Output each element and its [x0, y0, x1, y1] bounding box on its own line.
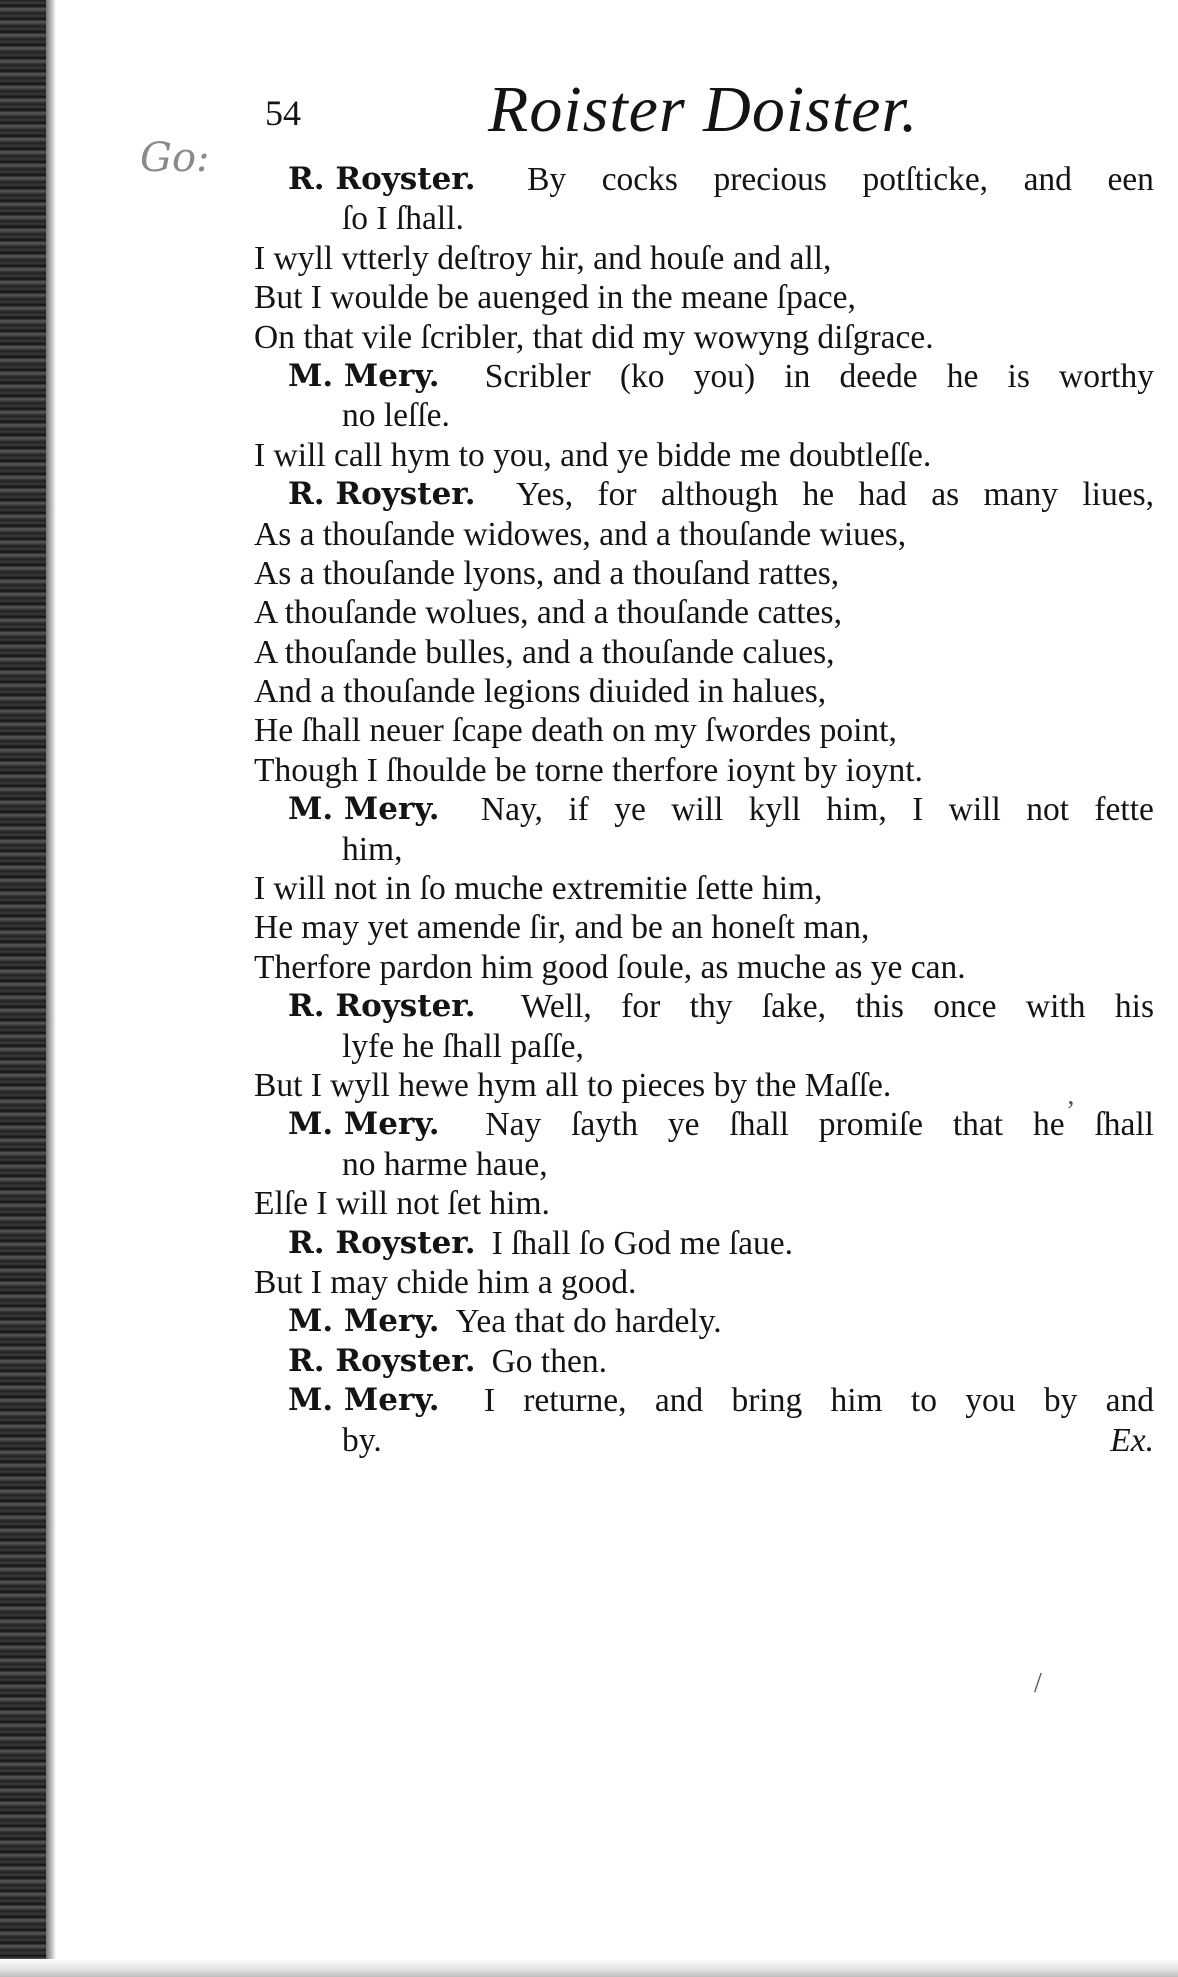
- speech-line: [254, 1224, 1154, 1263]
- speech-word: him: [830, 1382, 883, 1420]
- speech-word: potſticke,: [862, 161, 989, 198]
- speech-word: as: [931, 476, 960, 514]
- speaker-name: M. Mery.: [288, 357, 440, 394]
- speech-word: I: [912, 791, 924, 829]
- speech-word: him,: [826, 791, 887, 829]
- speech-word: (ko: [619, 357, 665, 395]
- speaker-name: R. Royster.: [288, 988, 476, 1025]
- speech-word: is: [1007, 357, 1030, 395]
- speech-word: bring: [731, 1382, 803, 1420]
- speech-word: fette: [1094, 791, 1154, 829]
- speech-text: I ſhall ſo God me ſaue.: [491, 1224, 793, 1262]
- verse-line: Therfore pardon him good ſoule, as muche as ye can.: [254, 948, 966, 986]
- verse-line: A thouſande wolues, and a thouſande cattes,: [254, 594, 842, 632]
- speech-word: Scribler: [484, 357, 591, 395]
- verse-line: But I may chide him a good.: [254, 1263, 637, 1301]
- speech-word: ſhall: [1094, 1106, 1154, 1144]
- speech-word: and: [654, 1382, 704, 1420]
- speech-line: [254, 790, 1154, 829]
- speech-line: [254, 475, 1154, 514]
- speech-word: By: [527, 161, 567, 198]
- speech-line: [254, 1302, 1154, 1341]
- book-spine-shadow: [0, 0, 46, 1977]
- speech-word: he: [802, 476, 835, 514]
- verse-line: As a thouſande widowes, and a thouſande wiues,: [254, 515, 907, 553]
- speech-word: ſhall: [729, 1106, 789, 1144]
- verse-line: As a thouſande lyons, and a thouſand rattes,: [254, 554, 840, 592]
- speech-line: [254, 357, 1154, 396]
- speech-word: promiſe: [818, 1106, 923, 1144]
- speech-word: kyll: [748, 791, 801, 829]
- page-bottom-edge: [0, 1959, 1178, 1977]
- speech-word: deede: [839, 357, 918, 395]
- speech-word: once: [933, 988, 997, 1026]
- speech-word: een: [1107, 161, 1154, 198]
- speech-word: ye: [667, 1106, 700, 1144]
- speech-word: if: [568, 791, 589, 829]
- speech-word: had: [858, 476, 907, 514]
- speech-word: ſake,: [761, 988, 827, 1026]
- verse-line: I will not in ſo muche extremitie ſette him,: [254, 870, 823, 908]
- continuation-line: no harme haue,: [342, 1145, 548, 1183]
- margin-annotation: Go:: [140, 135, 210, 181]
- speech-word: in: [784, 357, 811, 395]
- speech-word: many: [983, 476, 1058, 514]
- speech-word: for: [597, 476, 637, 514]
- verse-line: I wyll vtterly deſtroy hir, and houſe and all,: [254, 239, 832, 277]
- continuation-line: no leſſe.: [342, 397, 450, 435]
- speech-word: Nay: [485, 1106, 542, 1144]
- speech-word: ſayth: [571, 1106, 639, 1144]
- ink-speck: /: [1034, 1668, 1042, 1699]
- speech-word: liues,: [1082, 476, 1154, 514]
- speech-word: Yes,: [515, 476, 574, 514]
- speech-word: and: [1105, 1382, 1154, 1420]
- final-line: [254, 1421, 1154, 1460]
- speech-text: Go then.: [491, 1342, 607, 1380]
- speech-word: his: [1114, 988, 1154, 1026]
- speaker-name: R. Royster.: [288, 161, 476, 197]
- speech-word: he: [1032, 1106, 1065, 1144]
- speech-word: will: [948, 791, 1001, 829]
- speech-line: [254, 1381, 1154, 1420]
- play-text: [254, 160, 1154, 1460]
- speaker-name: M. Mery.: [288, 791, 440, 828]
- speech-word: that: [952, 1106, 1004, 1144]
- speech-word: Well,: [520, 988, 592, 1026]
- verse-line: He ſhall neuer ſcape death on my ſwordes point,: [254, 712, 897, 750]
- speaker-name: R. Royster.: [288, 476, 476, 513]
- continuation-line: ſo I ſhall.: [342, 200, 464, 238]
- running-head: Roister Doister.: [488, 73, 919, 146]
- speech-word: this: [855, 988, 904, 1026]
- continuation-line: lyfe he ſhall paſſe,: [342, 1027, 584, 1065]
- speech-word: ye: [614, 791, 646, 829]
- verse-line: And a thouſande legions diuided in halues,: [254, 673, 827, 711]
- verse-line: He may yet amende ſir, and be an honeſt man,: [254, 909, 870, 947]
- speech-word: you): [693, 357, 756, 395]
- speech-word: precious: [713, 161, 827, 198]
- speaker-name: R. Royster.: [288, 1342, 476, 1379]
- speech-line: [254, 987, 1154, 1026]
- gutter-shadow: [46, 0, 56, 1977]
- speech-word: worthy: [1059, 357, 1154, 395]
- speech-line: [254, 160, 1154, 199]
- verse-line: Elſe I will not ſet him.: [254, 1185, 550, 1223]
- page-number: 54: [265, 93, 301, 133]
- verse-line: A thouſande bulles, and a thouſande calues,: [254, 633, 835, 671]
- verse-line: I will call hym to you, and ye bidde me doubtleſſe.: [254, 436, 932, 474]
- speech-word: you: [965, 1382, 1016, 1420]
- stage-direction: Ex.: [1110, 1421, 1154, 1459]
- verse-line: But I wyll hewe hym all to pieces by the Maſſe.: [254, 1066, 892, 1104]
- speech-word: with: [1025, 988, 1086, 1026]
- speech-word: thy: [689, 988, 733, 1026]
- speech-word: not: [1026, 791, 1069, 829]
- speech-word: although: [660, 476, 779, 514]
- speech-word: returne,: [523, 1382, 627, 1420]
- speech-word: I: [483, 1382, 495, 1420]
- continuation-line: him,: [342, 830, 403, 868]
- ink-speck: ʼ: [1066, 1096, 1076, 1127]
- speech-line: [254, 1105, 1154, 1144]
- speaker-name: R. Royster.: [288, 1224, 476, 1261]
- speaker-name: M. Mery.: [288, 1303, 440, 1340]
- speech-word: to: [910, 1382, 937, 1420]
- speech-word: will: [671, 791, 724, 829]
- speaker-name: M. Mery.: [288, 1382, 440, 1419]
- verse-line: Though I ſhoulde be torne therfore ioynt by ioynt.: [254, 751, 923, 789]
- continuation-text: by.: [342, 1421, 382, 1459]
- speech-word: for: [621, 988, 661, 1026]
- speech-word: cocks: [601, 161, 678, 198]
- speech-word: he: [946, 357, 979, 395]
- speech-word: by: [1043, 1382, 1078, 1420]
- speech-line: [254, 1342, 1154, 1381]
- speech-text: Yea that do hardely.: [455, 1303, 722, 1341]
- verse-line: On that vile ſcribler, that did my wowyng diſgrace.: [254, 318, 934, 356]
- verse-line: But I woulde be auenged in the meane ſpace,: [254, 279, 856, 317]
- speech-word: Nay,: [480, 791, 543, 829]
- speech-word: and: [1023, 161, 1072, 198]
- speaker-name: M. Mery.: [288, 1106, 440, 1143]
